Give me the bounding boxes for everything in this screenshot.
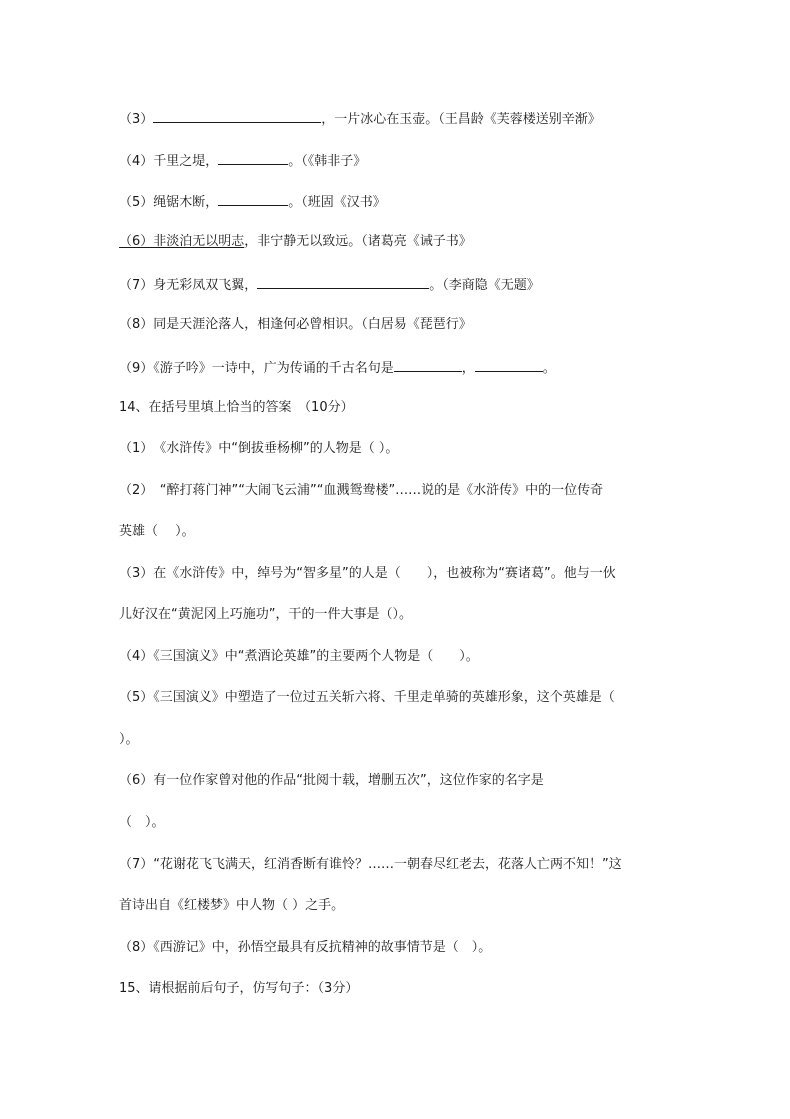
q13-5 — [119, 191, 679, 209]
q13-4-blank[interactable] — [218, 150, 288, 165]
q15-heading: 15、请根据前后句子，仿写句子：（3分） — [119, 981, 359, 996]
q13-7-text: （7）身无彩凤双飞翼， — [119, 278, 258, 293]
q14-line-3: 英雄（ ）。 — [119, 524, 195, 539]
q13-9-blank-1[interactable] — [394, 357, 462, 372]
q13-4-source: 。（《韩非子》 — [288, 154, 367, 169]
q14-line-5: 儿好汉在“黄泥冈上巧施功”，干的一件大事是（）。 — [119, 607, 412, 622]
q13-7-source: 。（李商隐《无题》 — [429, 278, 540, 293]
q13-7 — [119, 274, 679, 292]
q13-9-separator: ， — [461, 361, 475, 376]
q13-9-end: 。 — [542, 361, 556, 376]
q13-9-blank-2[interactable] — [475, 357, 543, 372]
q13-6-text: ，非宁静无以致远。（诸葛亮《诫子书》 — [244, 234, 472, 249]
q13-3-blank[interactable] — [153, 108, 321, 123]
q14-line-1: （1） 《水浒传》中“倒拔垂杨柳”的人物是（ ）。 — [119, 441, 399, 456]
q13-5-blank[interactable] — [218, 191, 288, 206]
q14-line-6: （4）《三国演义》中“煮酒论英雄”的主要两个人物是（ ）。 — [119, 649, 479, 664]
q14-line-12: 首诗出自《红楼梦》中人物（ ）之手。 — [119, 898, 345, 913]
q13-6 — [119, 233, 679, 251]
q13-7-blank[interactable] — [257, 274, 429, 289]
q13-8 — [119, 316, 679, 334]
q13-8-text: （8）同是天涯沦落人，相逢何必曾相识。（白居易《琵琶行》 — [119, 317, 472, 332]
q13-4 — [119, 150, 679, 168]
q13-4-text: （4）千里之堤， — [119, 154, 219, 169]
q13-3-number: （3） — [119, 112, 154, 127]
q14-line-11: （7）“花谢花飞飞满天，红消香断有谁怜？……一朝春尽红老去，花落人亡两不知！”这 — [119, 857, 622, 872]
q14-line-2: （2） “醉打蒋门神”“大闹飞云浦”“血溅鸳鸯楼”……说的是《水浒传》中的一位传奇 — [119, 483, 604, 498]
q13-3 — [119, 108, 679, 126]
q13-9-text: （9）《游子吟》一诗中，广为传诵的千古名句是 — [119, 361, 394, 376]
q14-line-8: ）。 — [119, 732, 139, 747]
q13-5-source: 。（班固《汉书》 — [288, 195, 386, 210]
q14-line-7: （5）《三国演义》中塑造了一位过五关斩六将、千里走单骑的英雄形象，这个英雄是（ — [119, 690, 615, 705]
q14-line-4: （3）在《水浒传》中，绰号为“智多星”的人是（ ），也被称为“赛诸葛”。他与一伙 — [119, 566, 616, 581]
q14-heading: 14、在括号里填上恰当的答案 （10分） — [119, 400, 354, 415]
q13-6-underlined-text: （6）非淡泊无以明志 — [119, 234, 245, 249]
q13-5-text: （5）绳锯木断， — [119, 195, 219, 210]
q14-line-9: （6）有一位作家曾对他的作品“批阅十载，增删五次”，这位作家的名字是 — [119, 773, 544, 788]
q14-line-13: （8）《西游记》中，孙悟空最具有反抗精神的故事情节是（ ）。 — [119, 940, 492, 955]
q14-line-10: （ ）。 — [119, 815, 165, 830]
q13-9 — [119, 357, 679, 375]
q13-3-text: ，一片冰心在玉壶。（王昌龄《芙蓉楼送别辛渐》 — [321, 112, 601, 127]
